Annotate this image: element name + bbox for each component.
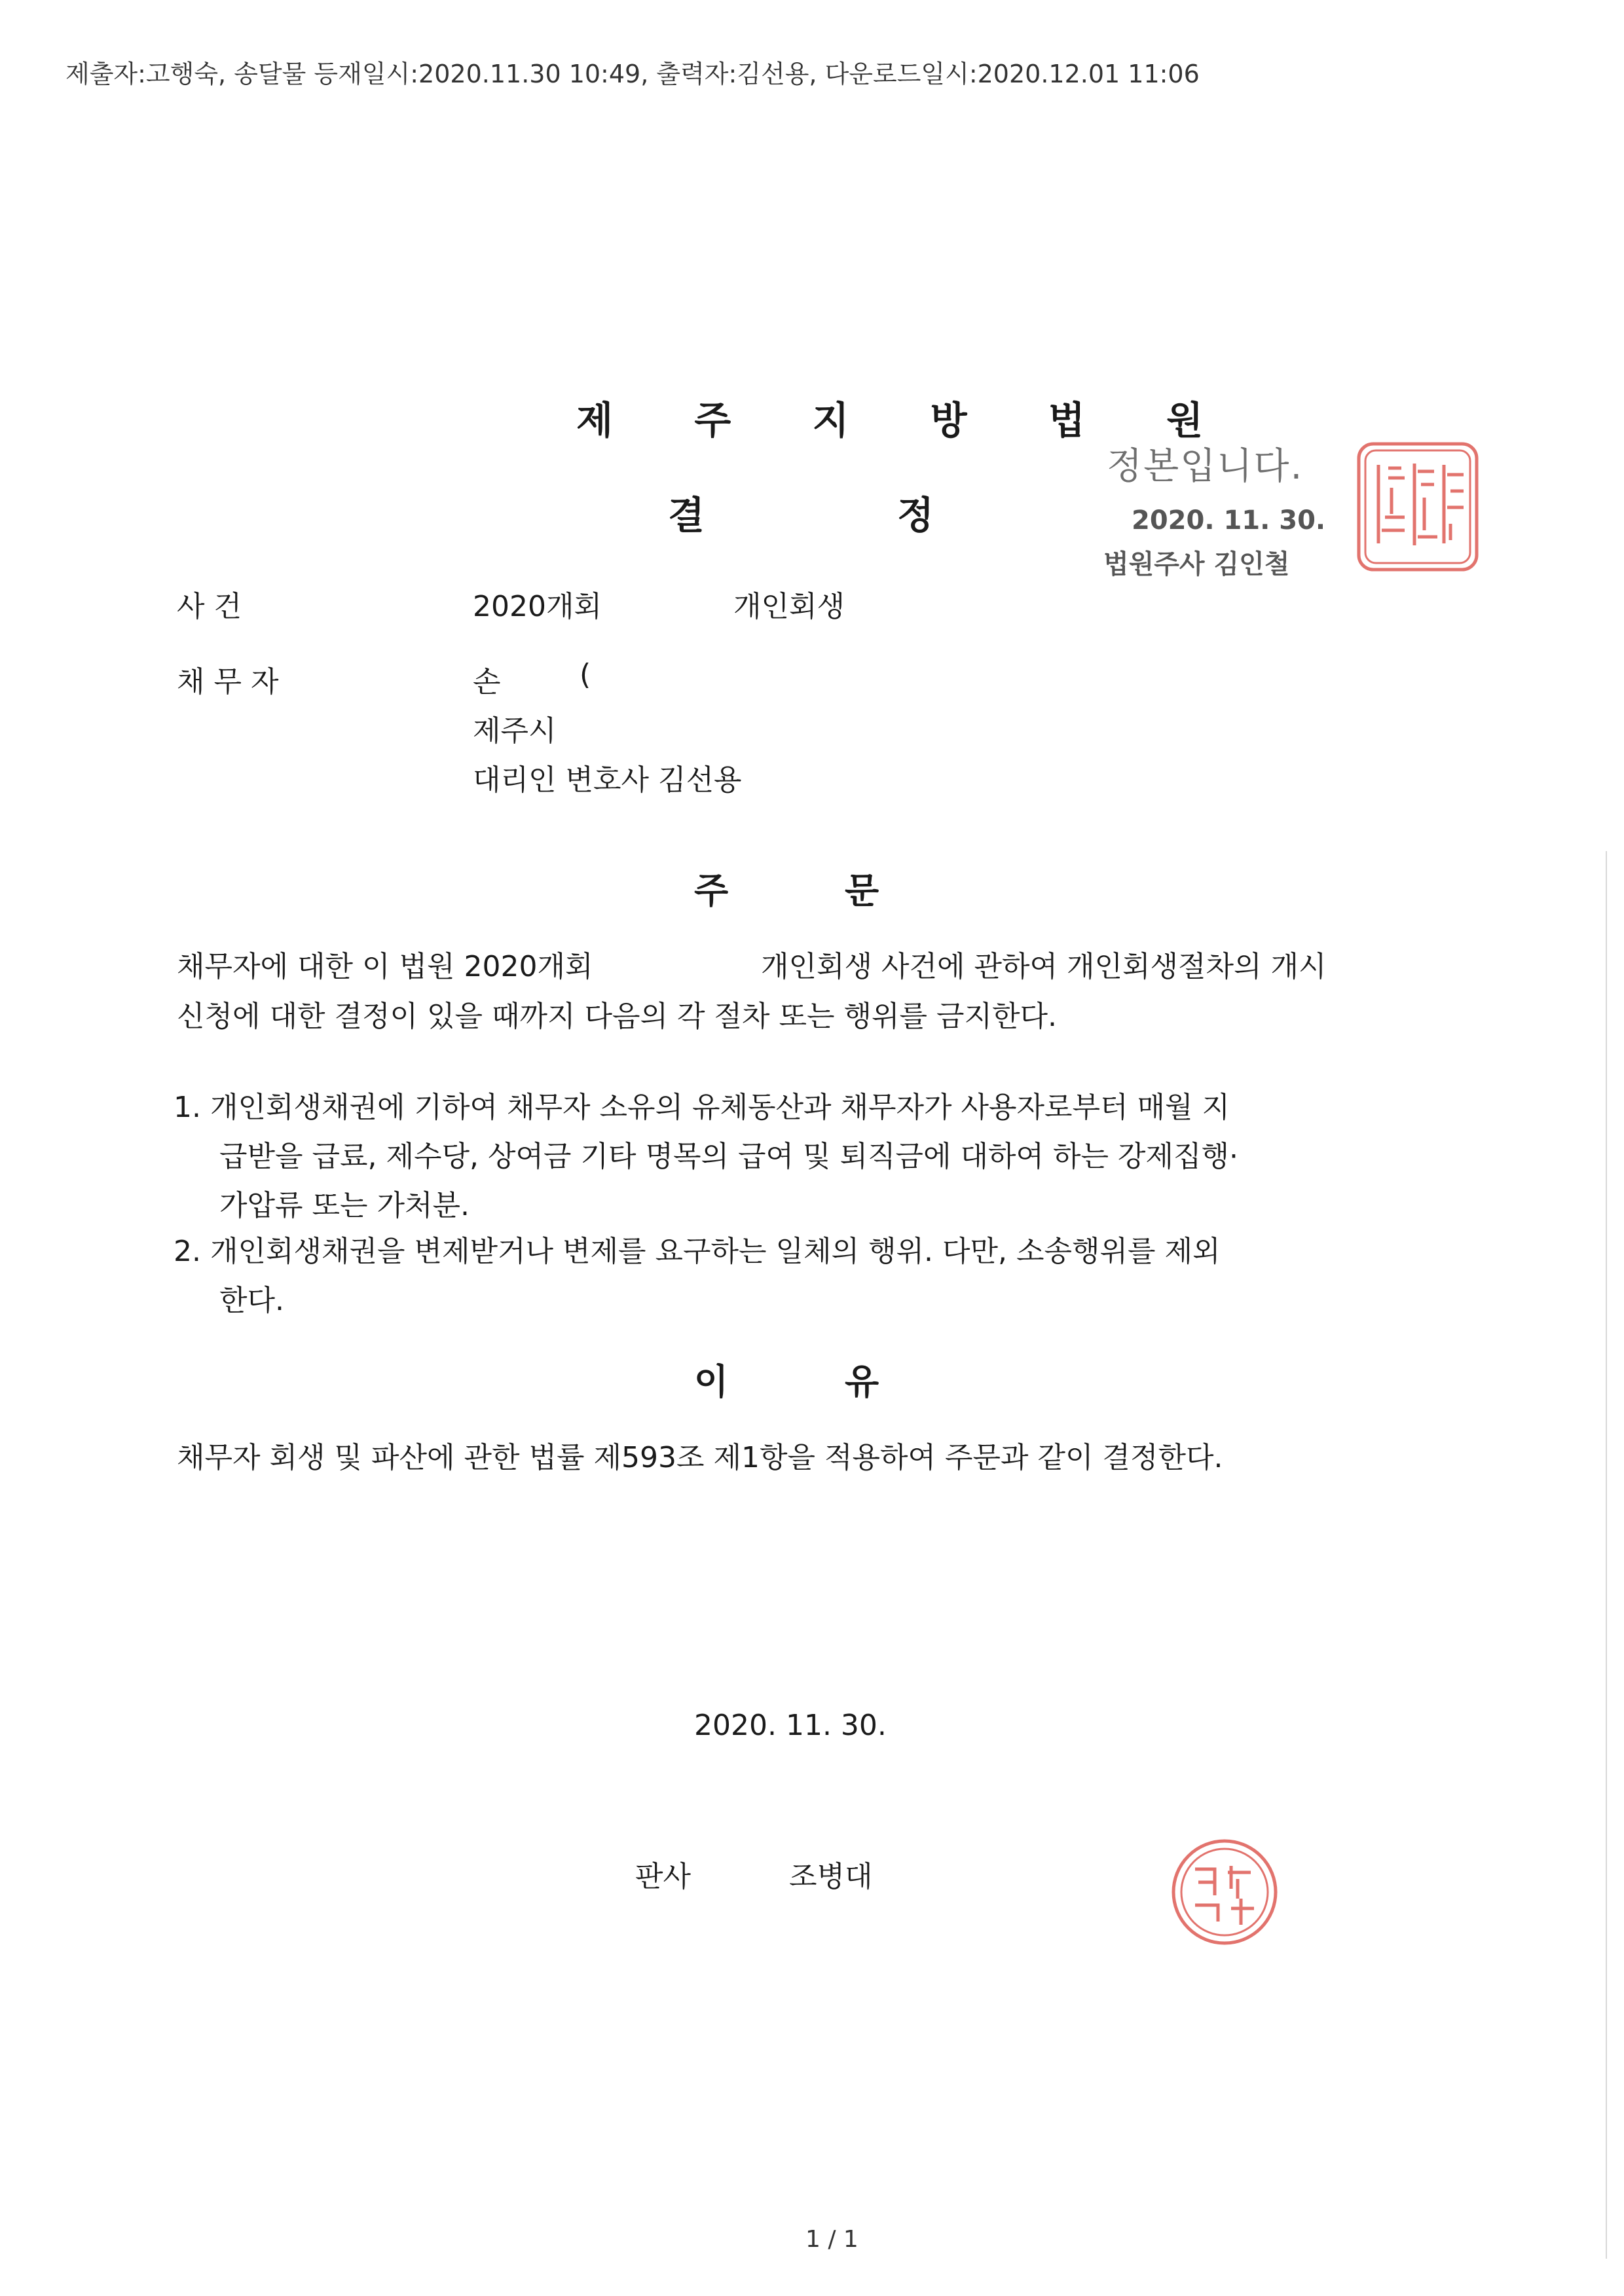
order-line1a: 채무자에 대한 이 법원 2020개회 <box>177 950 593 983</box>
order-line2: 신청에 대한 결정이 있을 때까지 다음의 각 절차 또는 행위를 금지한다. <box>177 1000 1057 1033</box>
case-type: 개인회생 <box>733 590 845 623</box>
reason-heading-left: 이 <box>694 1361 729 1402</box>
order-item2-line1: 2. 개인회생채권을 변제받거나 변제를 요구하는 일체의 행위. 다만, 소송행위를 제외 <box>174 1235 1221 1268</box>
doc-type-left: 결 <box>668 493 705 538</box>
doc-type-right: 정 <box>897 493 934 538</box>
judge-title: 판사 <box>635 1860 692 1893</box>
reason-heading-right: 유 <box>845 1361 879 1402</box>
court-seal-icon <box>1352 439 1483 576</box>
order-heading-right: 문 <box>845 870 879 911</box>
case-label: 사 건 <box>177 590 242 623</box>
order-item1-line2: 급받을 급료, 제수당, 상여금 기타 명목의 급여 및 퇴직금에 대하여 하는 강제집행· <box>219 1140 1238 1173</box>
debtor-address: 제주시 <box>473 714 557 748</box>
court-name: 제 주 지 방 법 원 <box>576 398 1238 443</box>
scan-edge-divider <box>1606 851 1607 2259</box>
debtor-paren: ( <box>580 658 591 691</box>
page-number: 1 / 1 <box>805 2226 858 2253</box>
order-item2-line2: 한다. <box>219 1284 284 1317</box>
certification-title: 정본입니다. <box>1107 445 1304 488</box>
order-item1-line1: 1. 개인회생채권에 기하여 채무자 소유의 유체동산과 채무자가 사용자로부터 매월 지 <box>174 1091 1230 1124</box>
order-item1-line3: 가압류 또는 가처분. <box>219 1189 470 1222</box>
decision-date: 2020. 11. 30. <box>694 1709 887 1742</box>
debtor-name: 손 <box>473 665 501 699</box>
case-number: 2020개회 <box>473 590 602 623</box>
judge-name: 조병대 <box>789 1860 873 1893</box>
debtor-agent: 대리인 변호사 김선용 <box>473 763 742 797</box>
debtor-label: 채 무 자 <box>177 665 279 699</box>
judge-seal-icon <box>1166 1833 1283 1951</box>
order-line1b: 개인회생 사건에 관하여 개인회생절차의 개시 <box>761 950 1327 983</box>
order-heading-left: 주 <box>694 870 729 911</box>
reason-text: 채무자 회생 및 파산에 관한 법률 제593조 제1항을 적용하여 주문과 같이 결정한다. <box>177 1441 1223 1474</box>
certification-clerk: 법원주사 김인철 <box>1103 549 1290 579</box>
certification-date: 2020. 11. 30. <box>1132 505 1326 536</box>
submission-info: 제출자:고행숙, 송달물 등재일시:2020.11.30 10:49, 출력자:김선용, 다운로드일시:2020.12.01 11:06 <box>65 60 1200 88</box>
